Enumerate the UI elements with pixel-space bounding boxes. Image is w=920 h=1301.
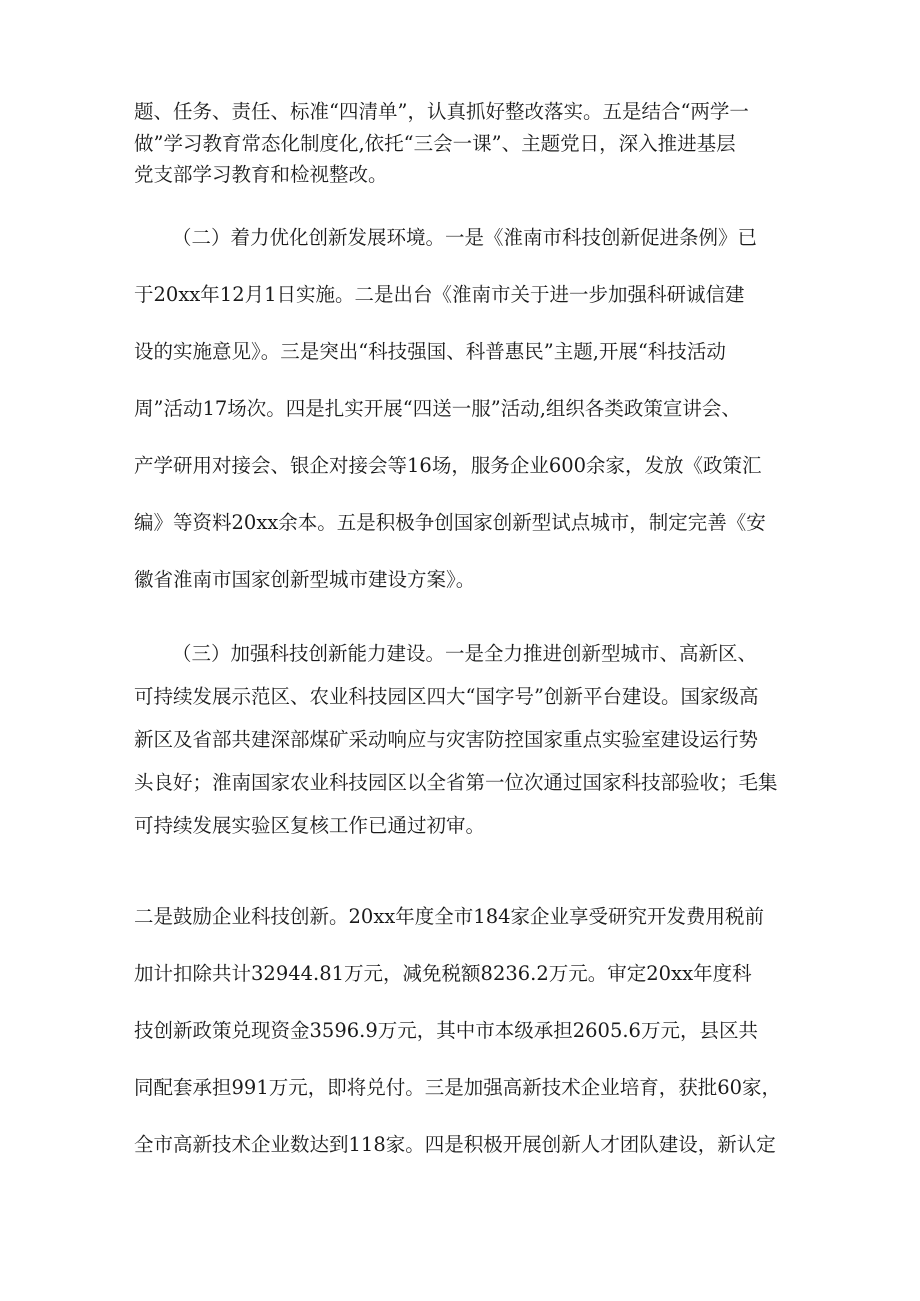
text-line: 产学研用对接会、银企对接会等16场，服务企业600余家，发放《政策汇 — [134, 454, 762, 477]
text-line: 周”活动17场次。四是扎实开展“四送一服”活动,组织各类政策宣讲会、 — [134, 397, 741, 420]
text-line: 徽省淮南市国家创新型城市建设方案》。 — [134, 568, 476, 591]
text-line: 题、任务、责任、标准“四清单”，认真抓好整改落实。五是结合“两学一 — [134, 100, 749, 123]
text-line: 党支部学习教育和检视整改。 — [134, 163, 388, 186]
text-line: （三）加强科技创新能力建设。一是全力推进创新型城市、高新区、 — [172, 642, 758, 665]
text-line: 设的实施意见》。三是突出“科技强国、科普惠民”主题,开展“科技活动 — [134, 340, 726, 363]
text-line: （二）着力优化创新发展环境。一是《淮南市科技创新促进条例》已 — [172, 226, 758, 249]
text-line: 全市高新技术企业数达到118家。四是积极开展创新人才团队建设，新认定 — [134, 1133, 776, 1156]
text-line: 于20xx年12月1日实施。二是出台《淮南市关于进一步加强科研诚信建 — [134, 283, 745, 306]
text-line: 同配套承担991万元，即将兑付。三是加强高新技术企业培育，获批60家， — [134, 1076, 782, 1099]
text-line: 头良好；淮南国家农业科技园区以全省第一位次通过国家科技部验收；毛集 — [134, 771, 778, 794]
text-line: 二是鼓励企业科技创新。20xx年度全市184家企业享受研究开发费用税前 — [134, 905, 765, 928]
text-line: 技创新政策兑现资金3596.9万元，其中市本级承担2605.6万元，县区共 — [134, 1019, 758, 1042]
text-line: 编》等资料20xx余本。五是积极争创国家创新型试点城市，制定完善《安 — [134, 511, 766, 534]
text-line: 可持续发展实验区复核工作已通过初审。 — [134, 814, 486, 837]
text-line: 加计扣除共计32944.81万元，减免税额8236.2万元。审定20xx年度科 — [134, 962, 752, 985]
text-line: 新区及省部共建深部煤矿采动响应与灾害防控国家重点实验室建设运行势 — [134, 728, 759, 751]
text-line: 可持续发展示范区、农业科技园区四大“国字号”创新平台建设。国家级高 — [134, 685, 759, 708]
text-line: 做”学习教育常态化制度化,依托“三会一课”、主题党日，深入推进基层 — [134, 132, 736, 155]
